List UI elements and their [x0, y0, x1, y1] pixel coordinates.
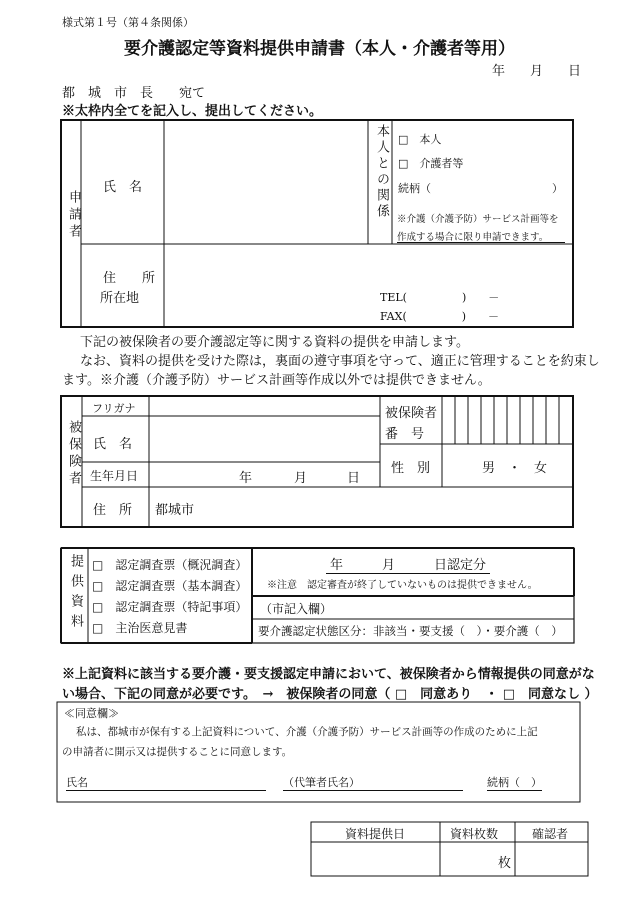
consent-kinship-field[interactable]: 続柄（ ）	[487, 776, 542, 789]
gender-value[interactable]: 男 ・ 女	[482, 461, 548, 476]
relation-kinship[interactable]: 続柄（ ）	[398, 182, 563, 195]
certification-date[interactable]: 年 月 日認定分	[326, 554, 490, 574]
consent-text-1: 私は、都城市が保有する上記資料について、介護（介護予防）サービス計画等の作成のために上記	[76, 726, 538, 738]
addressee: 都 城 市 長 宛て	[62, 86, 206, 101]
insured-address-value: 都城市	[155, 503, 195, 518]
statement-1: 下記の被保険者の要介護認定等に関する資料の提供を申請します。	[80, 335, 469, 350]
office-header-count: 資料枚数	[450, 827, 499, 841]
relation-note-underline	[397, 242, 565, 243]
materials-caution: ※注意 認定審査が終了していないものは提供できません。	[267, 580, 538, 591]
address-label-1: 住 所	[103, 271, 156, 286]
office-count-unit: 枚	[498, 856, 512, 871]
insured-number-label-2: 番 号	[385, 427, 425, 442]
materials-section-label: 提供資料	[68, 554, 83, 634]
consent-proxy-label: （代筆者氏名）	[283, 776, 360, 789]
birth-day-unit: 日	[347, 471, 361, 486]
statement-3: ます。※介護（介護予防）サービス計画等作成以外では提供できません。	[62, 373, 491, 388]
insured-section-label: 被保険者	[66, 420, 81, 488]
furigana-label: フリガナ	[92, 402, 136, 415]
date-month-label: 月	[530, 64, 544, 79]
relation-label: 本人との関係	[374, 124, 389, 220]
address-label-2: 所在地	[100, 291, 140, 306]
material-item-4[interactable]: □ 主治医意見書	[92, 621, 188, 635]
insured-address-label: 住 所	[93, 503, 133, 518]
birthdate-label: 生年月日	[90, 469, 139, 483]
instruction: ※太枠内全てを記入し、提出してください。	[62, 104, 323, 119]
consent-name-label: 氏名	[66, 776, 88, 789]
office-header-checker: 確認者	[532, 827, 569, 841]
applicant-name-label: 氏 名	[103, 180, 143, 195]
relation-note-1: ※介護（介護予防）サービス計画等を	[397, 214, 559, 225]
consent-header: ≪同意欄≫	[64, 707, 119, 720]
form-title: 要介護認定等資料提供申請書（本人・介護者等用）	[124, 39, 515, 59]
relation-note-2: 作成する場合に限り申請できます。	[397, 232, 549, 243]
birth-month-unit: 月	[294, 471, 308, 486]
tel-field[interactable]: TEL( ) －	[380, 291, 500, 304]
material-item-1[interactable]: □ 認定調査票（概況調査）	[92, 558, 248, 572]
material-item-3[interactable]: □ 認定調査票（特記事項）	[92, 600, 248, 614]
material-item-2[interactable]: □ 認定調査票（基本調査）	[92, 579, 248, 593]
city-use-label: （市記入欄）	[260, 602, 333, 616]
care-status: 要介護認定状態区分：非該当・要支援（ ）・要介護（ ）	[258, 624, 563, 638]
insured-number-label-1: 被保険者	[385, 406, 438, 421]
birth-year-unit: 年	[239, 471, 253, 486]
gender-label: 性 別	[391, 461, 431, 476]
consent-notice-2[interactable]: い場合、下記の同意が必要です。 → 被保険者の同意（ □ 同意あり ・ □ 同意なし ）	[62, 687, 598, 702]
date-day-label: 日	[568, 64, 582, 79]
fax-field[interactable]: FAX( ) －	[380, 310, 500, 323]
consent-name-field[interactable]	[66, 774, 266, 791]
insured-name-label: 氏 名	[93, 437, 133, 452]
consent-proxy-field[interactable]	[283, 774, 463, 791]
office-header-date: 資料提供日	[345, 827, 406, 841]
relation-option-caregiver[interactable]: □ 介護者等	[398, 157, 464, 170]
applicant-section-label: 申請者	[66, 190, 81, 241]
form-number: 様式第１号（第４条関係）	[62, 16, 194, 29]
consent-notice-1: ※上記資料に該当する要介護・要支援認定申請において、被保険者から情報提供の同意がな	[62, 667, 595, 682]
date-year-label: 年	[492, 64, 506, 79]
relation-option-self[interactable]: □ 本人	[398, 133, 442, 146]
consent-text-2: の申請者に開示又は提供することに同意します。	[62, 746, 293, 758]
statement-2: なお、資料の提供を受けた際は，裏面の遵守事項を守って、適正に管理することを約束し	[80, 354, 600, 369]
